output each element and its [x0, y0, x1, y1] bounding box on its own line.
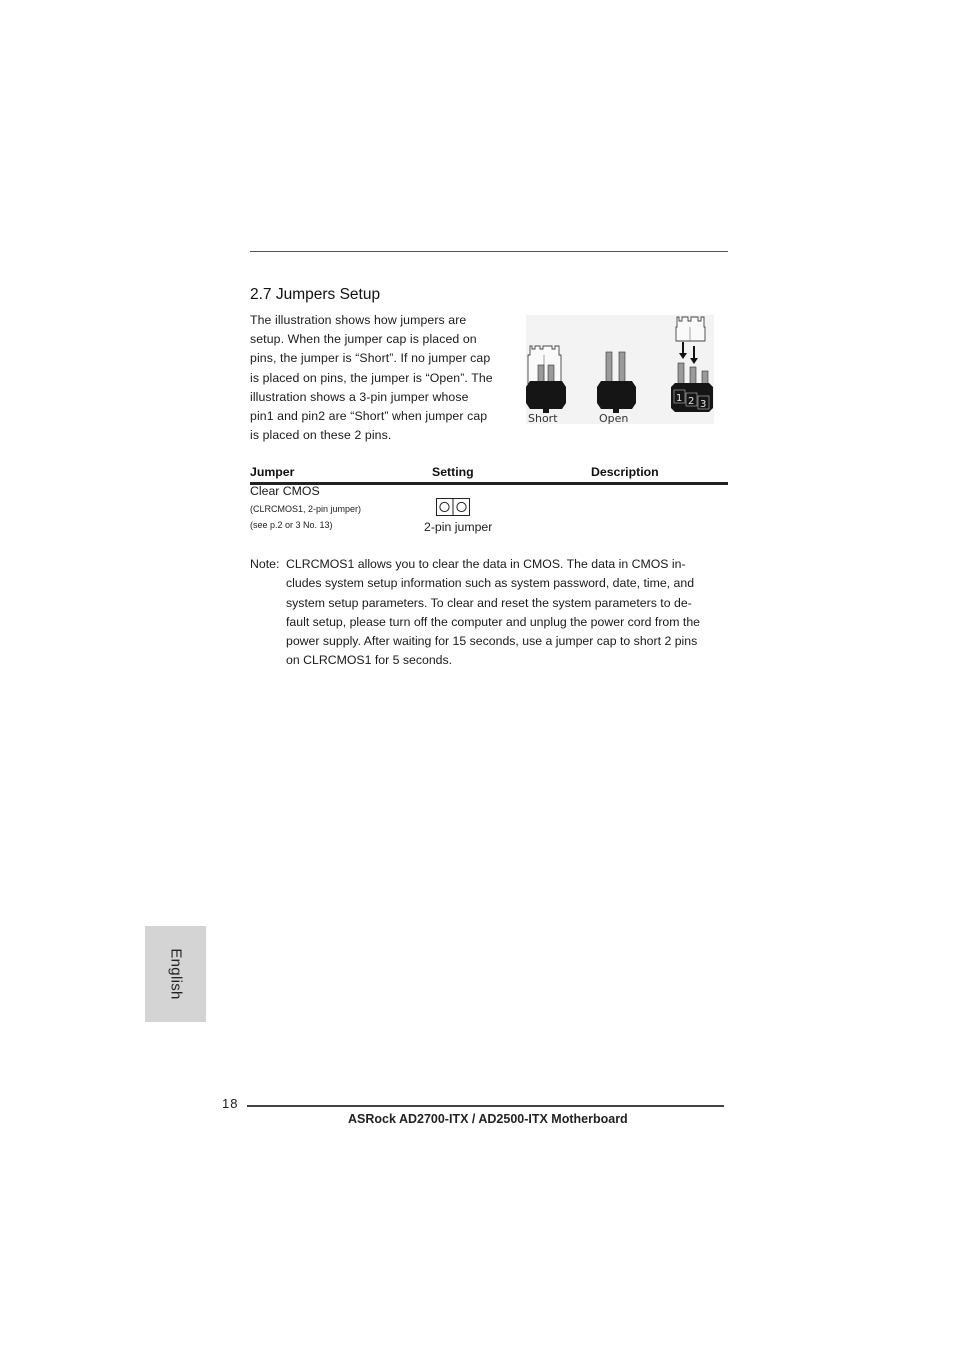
- intro-line: illustration shows a 3-pin jumper whose: [250, 389, 469, 404]
- table-header-jumper: Jumper: [250, 465, 295, 479]
- language-tab-label: English: [167, 948, 184, 1000]
- open-label: Open: [599, 412, 629, 424]
- note-label: Note:: [250, 557, 280, 571]
- note-text: [286, 555, 728, 671]
- intro-paragraph: [250, 311, 501, 445]
- intro-line: pin1 and pin2 are “Short” when jumper cap: [250, 409, 488, 424]
- note-line: fault setup, please turn off the computer and unplug the power cord from the: [286, 614, 701, 629]
- top-divider: [250, 251, 728, 252]
- pin-number-2: 2: [688, 396, 695, 407]
- short-jumper-figure: [526, 346, 566, 413]
- two-pin-jumper-icon: [436, 498, 470, 516]
- table-header-description: Description: [591, 465, 659, 479]
- table-header-rule: [250, 482, 728, 485]
- footer-divider: [247, 1105, 724, 1107]
- note-line: power supply. After waiting for 15 seconds, use a jumper cap to short 2 pins: [286, 634, 698, 649]
- intro-line: is placed on these 2 pins.: [250, 428, 392, 443]
- note-line: system setup parameters. To clear and reset the system parameters to de-: [286, 595, 692, 610]
- intro-line: The illustration shows how jumpers are: [250, 313, 467, 327]
- intro-line: is placed on pins, the jumper is “Open”. The: [250, 370, 493, 385]
- note-line: CLRCMOS1 allows you to clear the data in CMOS. The data in CMOS in-: [286, 557, 686, 571]
- short-label: Short: [528, 412, 558, 424]
- page-number: 18: [222, 1096, 239, 1111]
- table-header-setting: Setting: [432, 465, 474, 479]
- note-block: [250, 555, 728, 671]
- pin-number-3: 3: [700, 399, 707, 410]
- language-tab: [145, 926, 206, 1022]
- footer-title: ASRock AD2700-ITX / AD2500-ITX Motherboard: [348, 1112, 628, 1126]
- pin-number-1: 1: [676, 393, 683, 404]
- setting-caption: 2-pin jumper: [424, 520, 493, 534]
- intro-line: setup. When the jumper cap is placed on: [250, 332, 477, 347]
- intro-line: pins, the jumper is “Short”. If no jumper cap: [250, 351, 491, 366]
- note-line: cludes system setup information such as system password, date, time, and: [286, 576, 695, 591]
- jumper-illustration: [526, 315, 714, 424]
- jumper-reference: (see p.2 or 3 No. 13): [250, 520, 333, 530]
- jumper-subtitle: (CLRCMOS1, 2-pin jumper): [250, 504, 362, 514]
- note-line: on CLRCMOS1 for 5 seconds.: [286, 653, 453, 668]
- section-title: 2.7 Jumpers Setup: [250, 286, 381, 303]
- jumper-name: Clear CMOS: [250, 484, 320, 498]
